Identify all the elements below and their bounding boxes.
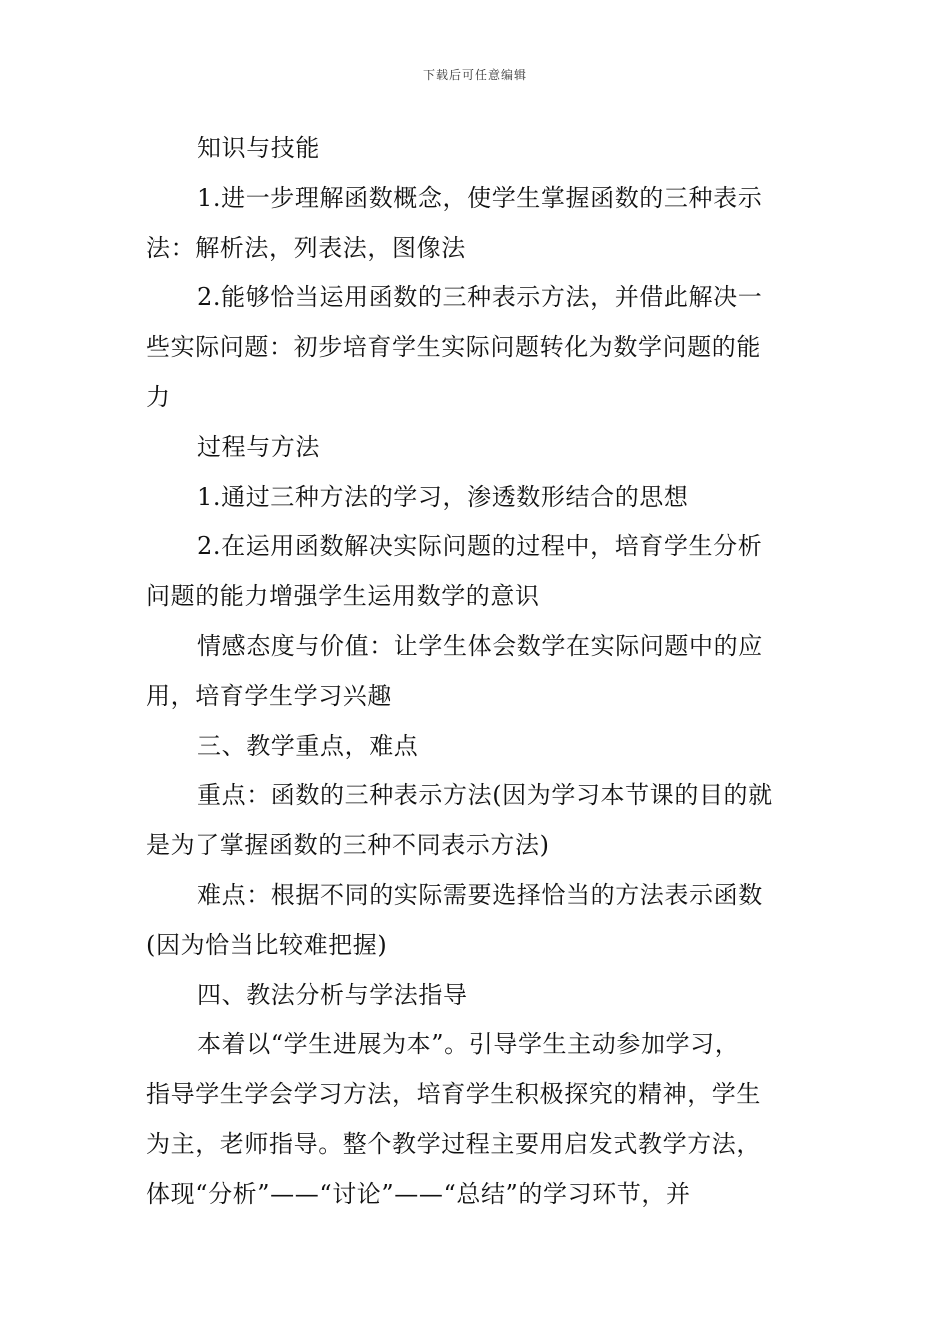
text-line: 体现“分析”——“讨论”——“总结”的学习环节，并 xyxy=(146,1179,691,1208)
text-line: 为主，老师指导。整个教学过程主要用启发式教学方法， xyxy=(146,1129,761,1158)
text-line: 用，培育学生学习兴趣 xyxy=(146,681,392,710)
text-line: 力 xyxy=(146,382,171,411)
paragraph xyxy=(146,174,811,274)
text-line: 本着以“学生进展为本”。引导学生主动参加学习， xyxy=(197,1030,740,1059)
text-line: 2.能够恰当运用函数的三种表示方法，并借此解决一 xyxy=(197,283,763,312)
text-line: 2.在运用函数解决实际问题的过程中，培育学生分析 xyxy=(197,532,763,561)
text-line: 知识与技能 xyxy=(197,134,320,162)
paragraph xyxy=(146,124,811,174)
text-line: 问题的能力增强学生运用数学的意识 xyxy=(146,582,540,611)
paragraph xyxy=(146,771,811,871)
paragraph xyxy=(146,1020,811,1219)
text-line: 指导学生学会学习方法，培育学生积极探究的精神，学生 xyxy=(146,1080,761,1109)
text-line: 情感态度与价值：让学生体会数学在实际问题中的应 xyxy=(197,631,763,660)
page-header-note: 下载后可任意编辑 xyxy=(422,68,527,82)
text-line: (因为恰当比较难把握) xyxy=(146,930,388,959)
paragraph xyxy=(146,871,811,971)
text-line: 1.通过三种方法的学习，渗透数形结合的思想 xyxy=(197,482,689,511)
paragraph xyxy=(146,522,811,622)
paragraph xyxy=(146,423,811,473)
document-body xyxy=(146,124,811,1220)
paragraph xyxy=(146,473,811,523)
text-line: 是为了掌握函数的三种不同表示方法) xyxy=(146,831,550,860)
text-line: 1.进一步理解函数概念，使学生掌握函数的三种表示 xyxy=(197,183,763,212)
text-line: 过程与方法 xyxy=(197,432,320,461)
paragraph xyxy=(146,273,811,422)
text-line: 四、教法分析与学法指导 xyxy=(197,980,468,1009)
text-line: 难点：根据不同的实际需要选择恰当的方法表示函数 xyxy=(197,880,763,909)
paragraph xyxy=(146,971,811,1021)
text-line: 法：解析法，列表法，图像法 xyxy=(146,233,466,262)
text-line: 三、教学重点，难点 xyxy=(197,731,419,760)
text-line: 些实际问题：初步培育学生实际问题转化为数学问题的能 xyxy=(146,333,761,362)
paragraph xyxy=(146,622,811,722)
paragraph xyxy=(146,722,811,772)
text-line: 重点：函数的三种表示方法(因为学习本节课的目的就 xyxy=(197,781,773,810)
